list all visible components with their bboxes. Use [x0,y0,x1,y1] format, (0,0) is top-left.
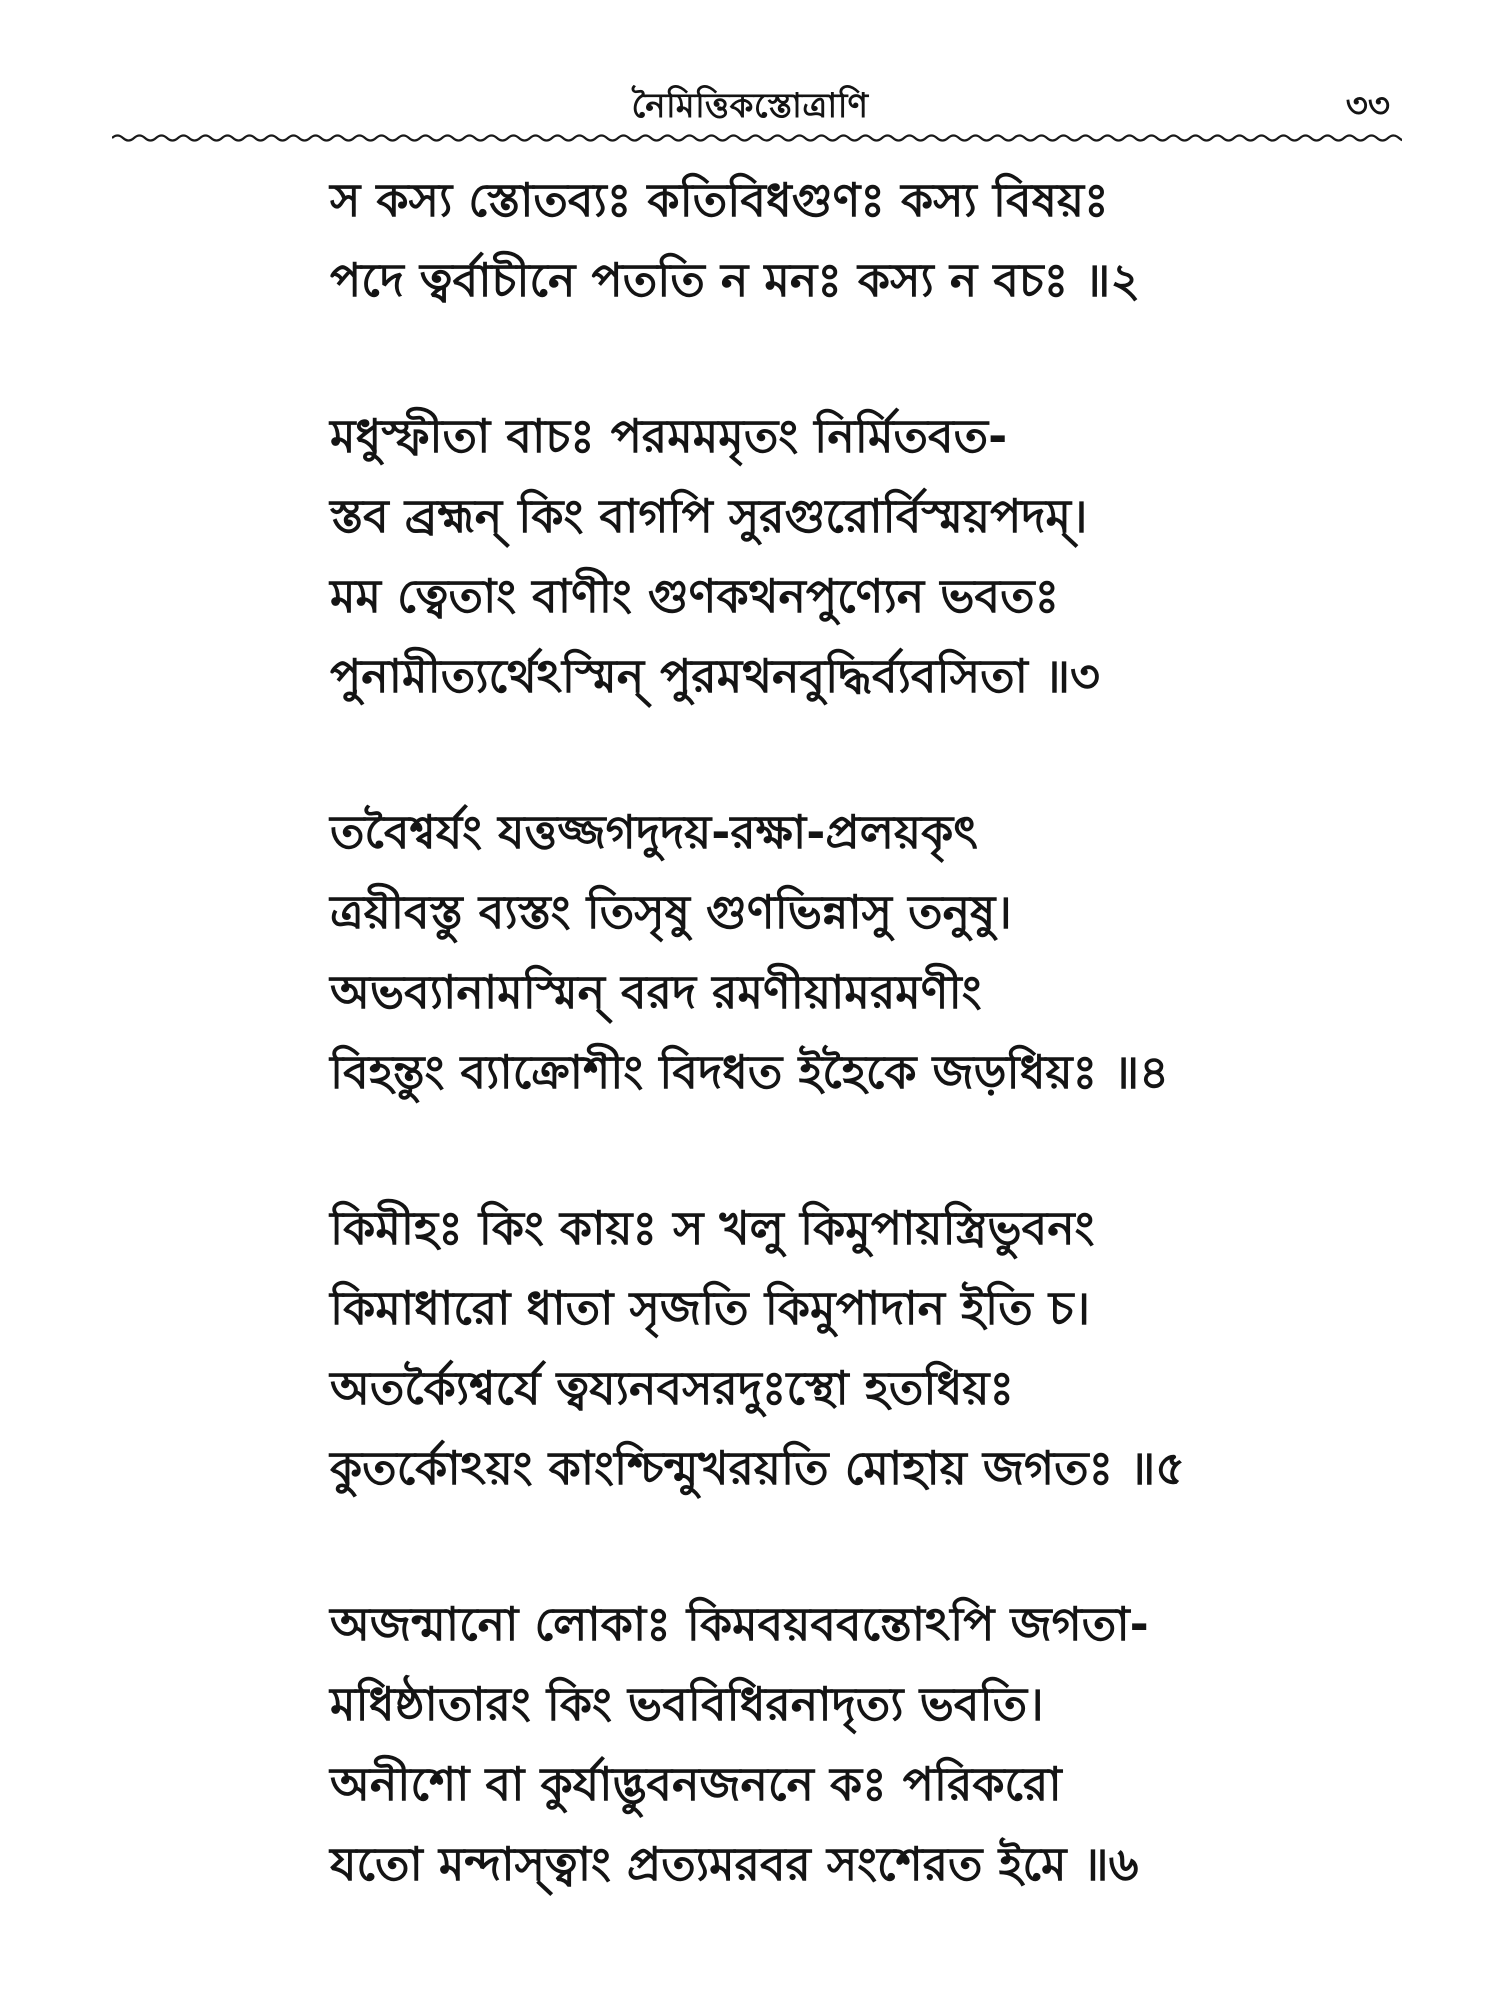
verse-line: স্তব ব্রহ্মন্ কিং বাগপি সুরগুরোর্বিস্ময়পদম্। [330,489,1088,543]
verse-block [330,160,1410,1980]
verse-line: যতো মন্দাস্ত্বাং প্রত্যমরবর সংশেরত ইমে ॥৬ [330,1837,1139,1891]
verse-line: পদে ত্বর্বাচীনে পততি ন মনঃ কস্য ন বচঃ ॥২ [330,253,1141,307]
verse-line: কুতর্কোঽয়ং কাংশ্চিন্মুখরয়তি মোহায় জগতঃ ॥৫ [330,1441,1186,1495]
stanza-4 [330,792,1410,1112]
verse-line: বিহন্তুং ব্যাক্রোশীং বিদধত ইহৈকে জড়ধিয়ঃ ॥৪ [330,1045,1169,1099]
verse-line: অভব্যানামস্মিন্ বরদ রমণীয়ামরমণীং [330,965,982,1019]
verse-line: অতর্ক্যৈশ্বর্যে ত্বয্যনবসরদুঃস্থো হতধিয়ঃ [330,1361,1014,1415]
verse-line: স কস্য স্তোতব্যঃ কতিবিধগুণঃ কস্য বিষয়ঃ [330,173,1109,227]
wavy-divider [112,126,1402,150]
verse-line: অজন্মানো লোকাঃ কিমবয়ববন্তোঽপি জগতা- [330,1597,1149,1651]
verse-line: পুনামীত্যর্থেঽস্মিন্ পুরমথনবুদ্ধির্ব্যবসিতা ॥৩ [330,649,1100,703]
verse-line: অনীশো বা কুর্যাদ্ভুবনজননে কঃ পরিকরো [330,1757,1062,1811]
verse-line: মম ত্বেতাং বাণীং গুণকথনপুণ্যেন ভবতঃ [330,569,1060,623]
verse-line: কিমাধারো ধাতা সৃজতি কিমুপাদান ইতি চ। [330,1281,1091,1335]
verse-line: মধুস্ফীতা বাচঃ পরমমমৃতং নির্মিতবত- [330,409,1008,463]
verse-line: ত্রয়ীবস্তু ব্যস্তং তিসৃষু গুণভিন্নাসু তনুষু। [330,885,1012,939]
page-number: ৩৩ [1345,86,1390,126]
verse-line: মধিষ্ঠাতারং কিং ভববিধিরনাদৃত্য ভবতি। [330,1677,1044,1731]
verse-line: তবৈশ্বর্যং যত্তজ্জগদুদয়-রক্ষা-প্রলয়কৃৎ [330,805,978,859]
stanza-3 [330,396,1410,716]
running-title: নৈমিত্তিকস্তোত্রাণি [631,86,869,126]
stanza-6 [330,1584,1410,1904]
verse-line: কিমীহঃ কিং কায়ঃ স খলু কিমুপায়স্ত্রিভুবনং [330,1201,1095,1255]
stanza-2 [330,160,1410,320]
stanza-5 [330,1188,1410,1508]
